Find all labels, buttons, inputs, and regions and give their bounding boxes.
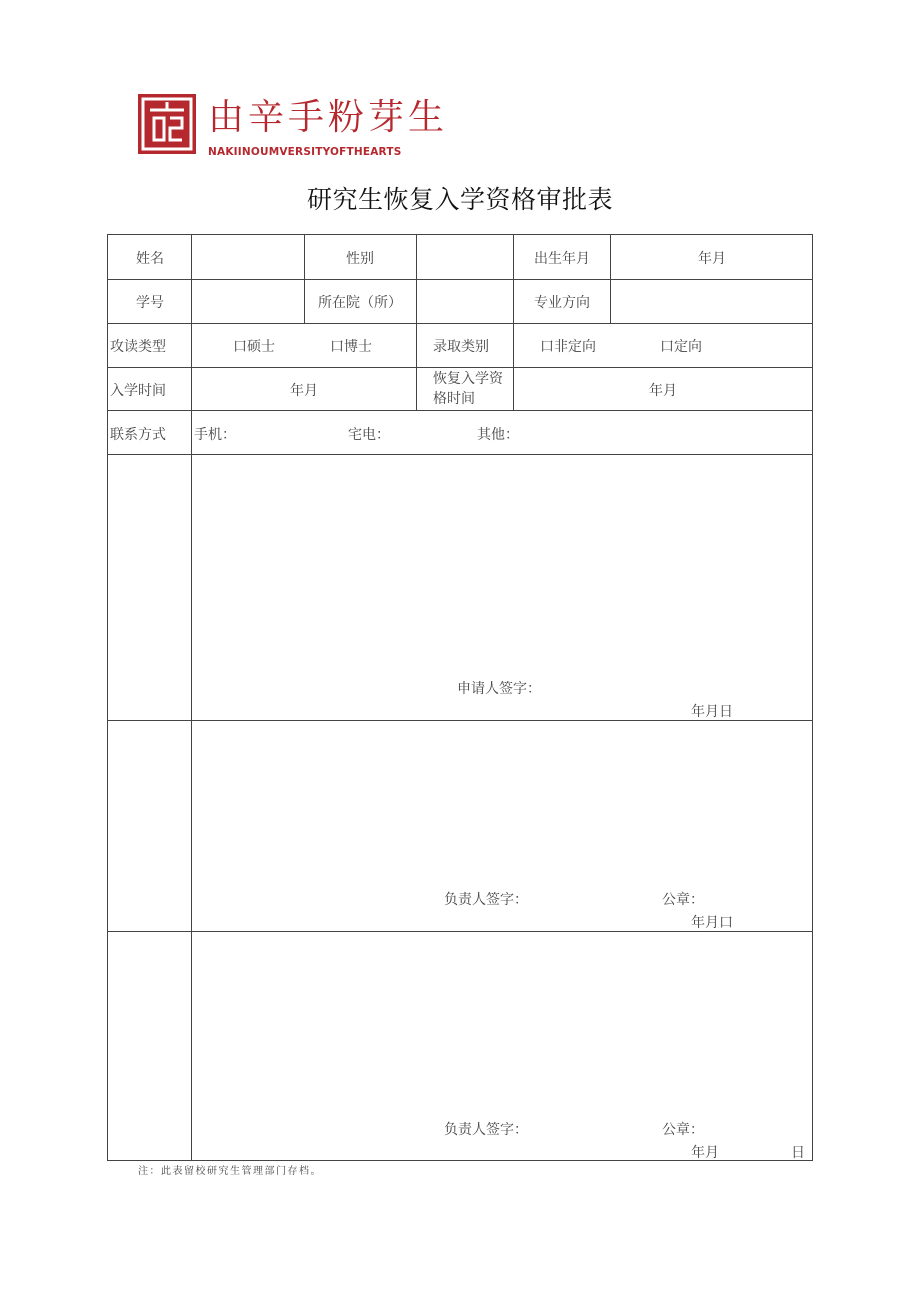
- contact-label: 联系方式: [110, 427, 166, 443]
- option-directed: 口定向: [660, 339, 702, 355]
- admin-signature-label: 负责人签字：: [444, 1122, 528, 1138]
- option-non-directed: 口非定向: [540, 339, 596, 355]
- admin-date-day: 日: [791, 1145, 805, 1161]
- logo-chinese-name: 由辛手粉芽生: [208, 97, 449, 138]
- row-divider: [108, 323, 812, 324]
- restore-time-value: 年月: [649, 383, 677, 399]
- applicant-signature-label: 申请人签字：: [457, 681, 541, 697]
- row-divider: [108, 367, 812, 368]
- leader-signature-label: 负责人签字：: [444, 892, 528, 908]
- study-type-label: 攻读类型: [110, 339, 166, 355]
- entry-time-label: 入学时间: [110, 383, 166, 399]
- other-contact-label: 其他：: [477, 427, 519, 443]
- home-phone-label: 宅电：: [348, 427, 390, 443]
- approval-form-table: [107, 234, 813, 1161]
- major-label: 专业方向: [534, 295, 590, 311]
- birth-label: 出生年月: [534, 251, 590, 267]
- birth-value: 年月: [698, 251, 726, 267]
- column-divider: [416, 235, 417, 410]
- row-divider: [108, 279, 812, 280]
- restore-time-label: 恢复入学资格时间: [433, 371, 503, 407]
- column-divider: [304, 235, 305, 323]
- entry-time-value: 年月: [290, 383, 318, 399]
- logo-english-name: NAKIINOUMVERSITYOFTHEARTS: [208, 146, 402, 158]
- college-label: 所在院（所）: [318, 295, 402, 311]
- official-seal-label: 公章：: [662, 892, 704, 908]
- row-divider: [108, 410, 812, 411]
- option-phd: 口博士: [330, 339, 372, 355]
- student-id-label: 学号: [136, 295, 164, 311]
- row-divider: [108, 454, 812, 455]
- leader-date: 年月口: [691, 915, 733, 931]
- applicant-date: 年月日: [691, 704, 733, 720]
- admit-type-label: 录取类别: [433, 339, 489, 355]
- column-divider: [610, 235, 611, 323]
- footer-note: 注：此表留校研究生管理部门存档。: [138, 1166, 322, 1177]
- name-label: 姓名: [136, 251, 164, 267]
- mobile-label: 手机：: [194, 427, 236, 443]
- seal-logo-icon: [138, 94, 196, 154]
- option-master: 口硕士: [233, 339, 275, 355]
- page-title: 研究生恢复入学资格审批表: [306, 185, 613, 214]
- column-divider: [191, 235, 192, 1160]
- admin-date-ym: 年月: [691, 1145, 719, 1161]
- admin-seal-label: 公章：: [662, 1122, 704, 1138]
- university-logo: [138, 94, 478, 164]
- gender-label: 性别: [346, 251, 374, 267]
- column-divider: [513, 235, 514, 410]
